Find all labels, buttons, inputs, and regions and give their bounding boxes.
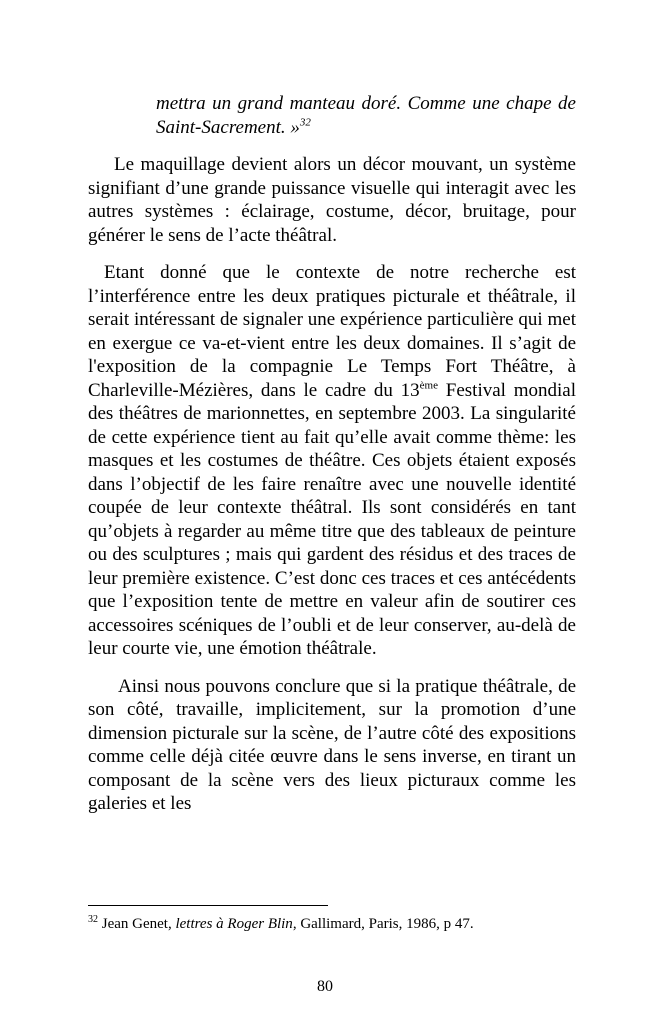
quote-text: mettra un grand manteau doré. Comme une chape de Saint-Sacrement. » [156,93,576,138]
paragraph-exposition [88,261,576,661]
page-body [88,92,576,816]
quote-block [156,92,576,139]
paragraph-maquillage: Le maquillage devient alors un décor mouvant, un système signifiant d’une grande puissance visuelle qui interagit avec les autres systèmes : éclairage, costume, décor, bruitage, pour générer le sens de l’acte théâtral. [88,154,576,246]
footnote-ref[interactable]: 32 [299,116,311,129]
footnote-title: lettres à Roger Blin [175,916,293,932]
footnote-number: 32 [88,914,98,925]
footnote-divider [88,905,328,906]
ordinal-superscript: ème [419,379,438,392]
page-number: 80 [317,978,333,995]
paragraph-exposition-text-1: Etant donné que le contexte de notre recherche est l’interférence entre les deux pratiques picturale et théâtrale, il serait intéressant de signaler une expérience particulière qui met en exergue ce va-et-vient entre les deux domaines. Il s’agit de l'exposition de la compagnie Le Temps Fort Théâtre, à Charleville-Mézières, dans le cadre du 13 [88,262,576,401]
footnote-author: Jean Genet, [101,916,176,932]
paragraph-exposition-text-2: Festival mondial des théâtres de marionnettes, en septembre 2003. La singularité de cette expérience tient au fait qu’elle avait comme thème: les masques et les costumes de théâtre. Ces objets étaient exposés dans l’objectif de les faire renaître avec une nouvelle identité coupée de leur contexte théâtral. Ils sont considérés en tant qu’objets à regarder au même titre que des tableaux de peinture ou des sculptures ; mais qui gardent des résidus et des traces de leur première existence. C’est donc ces traces et ces antécédents que l’exposition tente de mettre en valeur afin de soutirer ces accessoires scéniques de l’oubli et de leur conserver, au-delà de leur courte vie, une émotion théâtrale. [88,379,576,659]
footnote [88,914,576,934]
paragraph-conclusion: Ainsi nous pouvons conclure que si la pratique théâtrale, de son côté, travaille, implicitement, sur la promotion d’une dimension picturale sur la scène, de l’autre côté des expositions comme celle déjà citée œuvre dans le sens inverse, en tirant un composant de la scène vers des lieux picturaux comme les galeries et les [88,675,576,814]
footnote-details: , Gallimard, Paris, 1986, p 47. [292,916,474,932]
